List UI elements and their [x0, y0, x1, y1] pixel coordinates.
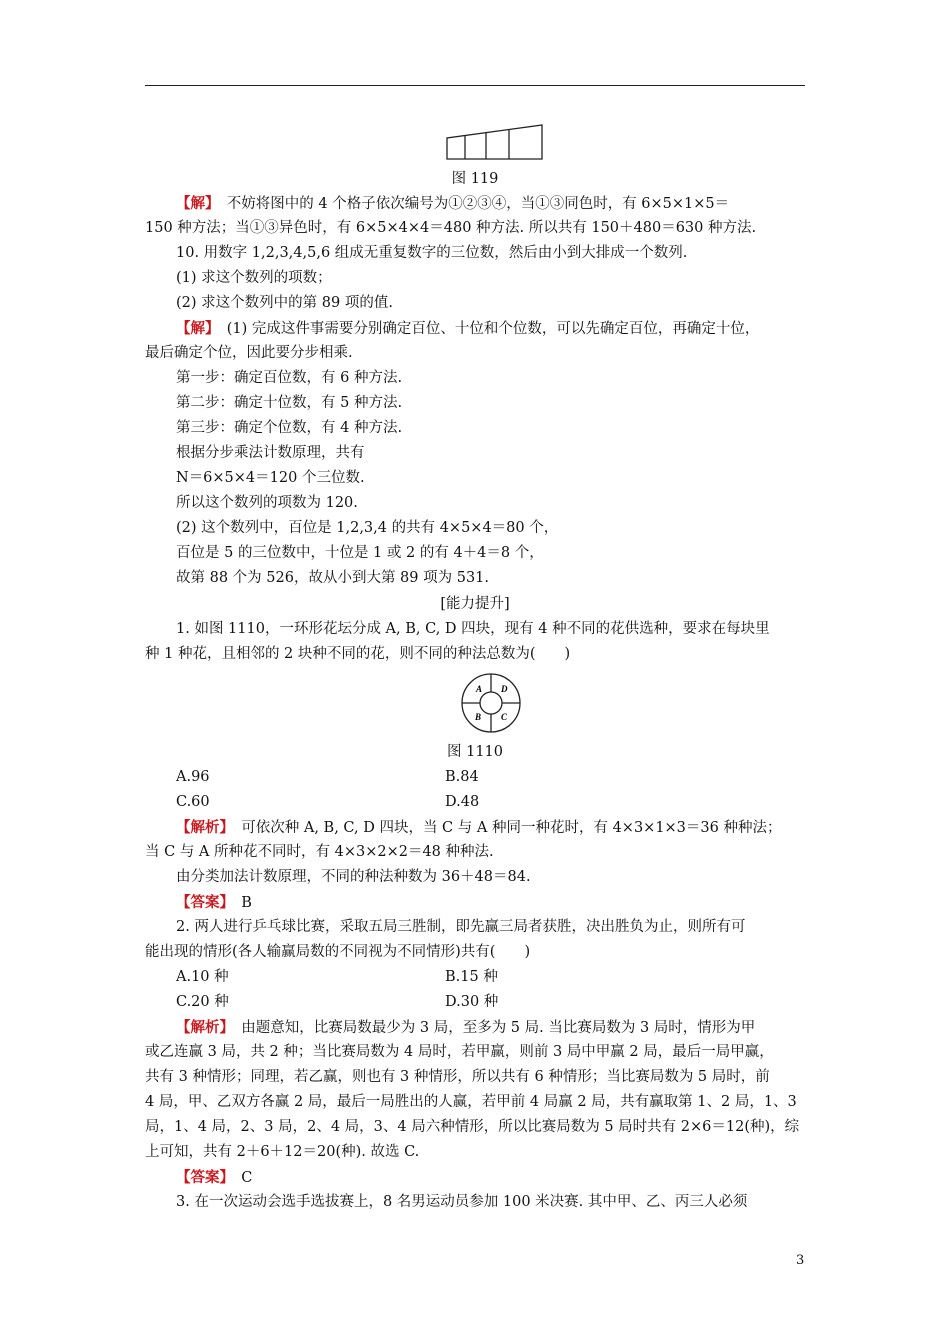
solution-10-line: 第二步：确定十位数，有 5 种方法. — [176, 395, 403, 411]
q1-option-c: C.60 — [176, 794, 210, 810]
solution-tag: 【解】 — [176, 195, 213, 212]
region-label-d: D — [501, 684, 508, 694]
answer-tag: 【答案】 — [176, 1169, 227, 1186]
analysis-1-line: 当 C 与 A 所种花不同时，有 4×3×2×2＝48 种种法. — [145, 844, 494, 860]
q2-option-d: D.30 种 — [445, 994, 499, 1010]
figure-1110-ring-diagram — [460, 672, 522, 734]
region-label-b: B — [475, 712, 482, 722]
q2-option-b: B.15 种 — [445, 969, 498, 985]
question-10-stem: 10. 用数字 1,2,3,4,5,6 组成无重复数字的三位数，然后由小到大排成一个数列. — [176, 245, 688, 261]
analysis-2-line: 上可知，共有 2＋6＋12＝20(种). 故选 C. — [145, 1144, 420, 1160]
figure-1110-caption: 图 1110 — [446, 744, 503, 760]
section-heading: [能力提升] — [440, 596, 510, 612]
analysis-2-line: 共有 3 种情形；同理，若乙赢，则也有 3 种情形，所以共有 6 种情形；当比赛局数为 5 局时，前 — [145, 1069, 770, 1085]
question-1-stem: 1. 如图 1110，一环形花坛分成 A, B, C, D 四块，现有 4 种不同的花供选种，要求在每块里 — [176, 621, 770, 637]
analysis-1-line: 由分类加法计数原理，不同的种法种数为 36＋48＝84. — [176, 869, 531, 885]
header-rule — [145, 85, 805, 86]
question-1-stem: 种 1 种花，且相邻的 2 块种不同的花，则不同的种法总数为( ) — [145, 646, 571, 662]
figure-119-caption: 图 119 — [451, 171, 499, 187]
q1-option-d: D.48 — [445, 794, 480, 810]
analysis-tag: 【解析】 — [176, 819, 227, 836]
analysis-2-line: 4 局，甲、乙双方各赢 2 局，最后一局胜出的人赢，若甲前 4 局赢 2 局，共有赢取第 1、2 局，1、3 — [145, 1094, 797, 1110]
analysis-2-line: 【解析】 由题意知，比赛局数最少为 3 局，至多为 5 局. 当比赛局数为 3 局时，情形为甲 — [176, 1019, 756, 1036]
answer-value: C — [241, 1170, 253, 1186]
solution-10-line: N＝6×5×4＝120 个三位数. — [176, 470, 365, 486]
analysis-tag: 【解析】 — [176, 1019, 227, 1036]
solution-10-line: 【解】 (1) 完成这件事需要分别确定百位、十位和个位数，可以先确定百位，再确定十位， — [176, 320, 760, 337]
q2-option-a: A.10 种 — [176, 969, 229, 985]
analysis-1-line: 【解析】 可依次种 A, B, C, D 四块，当 C 与 A 种同一种花时，有 4×3×1×3＝36 种种法； — [176, 819, 782, 836]
region-label-c: C — [501, 712, 508, 722]
answer-2 — [176, 1165, 810, 1191]
question-3-stem: 3. 在一次运动会选手选拔赛上，8 名男运动员参加 100 米决赛. 其中甲、乙、丙三人必须 — [176, 1194, 748, 1210]
page-number: 3 — [796, 1253, 805, 1268]
question-2-stem: 能出现的情形(各人输赢局数的不同视为不同情形)共有( ) — [145, 944, 531, 960]
solution-10-line: (2) 这个数列中，百位是 1,2,3,4 的共有 4×5×4＝80 个， — [176, 520, 559, 536]
solution-9-line: 150 种方法；当①③异色时，有 6×5×4×4＝480 种方法. 所以共有 150＋480＝630 种方法. — [145, 220, 757, 236]
solution-tag: 【解】 — [176, 320, 213, 337]
analysis-2-line: 或乙连赢 3 局，共 2 种；当比赛局数为 4 局时，若甲赢，则前 3 局中甲赢 2 局，最后一局甲赢， — [145, 1044, 774, 1060]
answer-1 — [176, 890, 810, 916]
question-2-stem: 2. 两人进行乒乓球比赛，采取五局三胜制，即先赢三局者获胜，决出胜负为止，则所有可 — [176, 919, 746, 935]
solution-10-line: 最后确定个位，因此要分步相乘. — [145, 345, 353, 361]
region-label-a: A — [476, 684, 483, 694]
q2-option-c: C.20 种 — [176, 994, 229, 1010]
solution-10-line: 根据分步乘法计数原理，共有 — [176, 445, 365, 461]
question-10-part1: (1) 求这个数列的项数； — [176, 270, 332, 286]
solution-10-line: 故第 88 个为 526，故从小到大第 89 项为 531. — [176, 570, 490, 586]
solution-10-line: 第三步：确定个位数，有 4 种方法. — [176, 420, 403, 436]
answer-tag: 【答案】 — [176, 894, 227, 911]
solution-10-line: 所以这个数列的项数为 120. — [176, 495, 358, 511]
q1-option-a: A.96 — [176, 769, 210, 785]
solution-10-line: 百位是 5 的三位数中，十位是 1 或 2 的有 4＋4＝8 个， — [176, 545, 544, 561]
solution-9-line: 【解】 不妨将图中的 4 个格子依次编号为①②③④，当①③同色时，有 6×5×1×5＝ — [176, 195, 730, 212]
question-10-part2: (2) 求这个数列中的第 89 项的值. — [176, 295, 393, 311]
answer-value: B — [241, 895, 252, 911]
figure-119-diagram — [445, 122, 545, 162]
solution-10-line: 第一步：确定百位数，有 6 种方法. — [176, 370, 403, 386]
analysis-2-line: 局，1、4 局，2、3 局，2、4 局，3、4 局六种情形，所以比赛局数为 5 局时共有 2×6＝12(种)，综 — [145, 1119, 800, 1135]
q1-option-b: B.84 — [445, 769, 479, 785]
